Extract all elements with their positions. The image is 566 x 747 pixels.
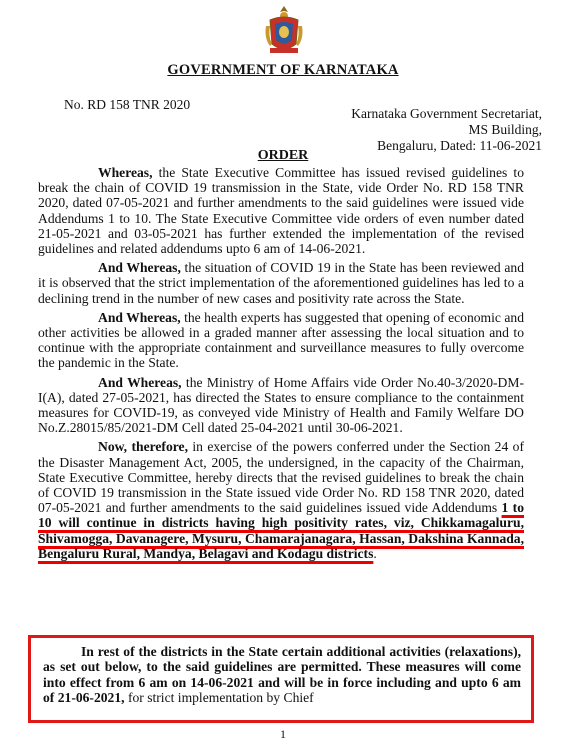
state-emblem-icon bbox=[262, 4, 306, 56]
whereas-paragraph bbox=[38, 375, 524, 436]
whereas-paragraph bbox=[38, 310, 524, 371]
para-lead: Now, therefore, bbox=[98, 439, 188, 455]
para-lead: And Whereas, bbox=[98, 374, 182, 390]
para-text: the health experts has suggested that opening of economic and other activities be allowed in a graded manner after assessing the local situation and to continue with the appropriate containment and surveillance measures to fully overcome the pandemic in the State. bbox=[38, 309, 525, 371]
high-positivity-districts: 1 to 10 will continue in districts having high positivity rates, viz, Chikkamagaluru, Shivamogga, Davanagere, Mysuru, Chamarajanagara, Hassan, Dakshina Kannada, Bengaluru Rural, Mandya, Belagavi and Kodagu districts bbox=[38, 500, 524, 561]
whereas-paragraph bbox=[38, 165, 524, 256]
para-text: in exercise of the powers conferred under the Section 24 of the Disaster Management Act, 2005, the undersigned, in the capacity of the Chairman, State Executive Committee, hereby directs that the revised guidelines to break the chain of COVID 19 transmission in the State issued vide Order No. RD 158 TNR 2020, dated 07-05-2021 and further amendments to the said guidelines issued vide Addendums bbox=[38, 439, 524, 516]
order-number: No. RD 158 TNR 2020 bbox=[64, 97, 191, 112]
para-text: the State Executive Committee has issued revised guidelines to break the chain of COVID 19 transmission in the State, vide Order No. RD 158 TNR 2020, dated 07-05-2021 and further amendments to the said guidelines were issued vide Addendums 1 to 10. The State Executive Committee vide orders of even number dated 21-05-2021 and 03-05-2021 has further extended the implementation of the revised guidelines and related addendums upto 6 am of 14-06-2021. bbox=[38, 165, 524, 257]
page-number: 1 bbox=[280, 727, 286, 741]
relaxations-bold-text: In rest of the districts in the State certain additional activities (relaxations), as set out below, to the said guidelines are permitted. These measures will come into effect from 6 am on 14-06-2021 and will be in force including and upto 6 am of 21-06-2021, bbox=[43, 644, 521, 706]
address-block bbox=[351, 106, 542, 154]
relaxations-paragraph bbox=[43, 644, 521, 706]
para-text: the Ministry of Home Affairs vide Order No.40-3/2020-DM-I(A), dated 27-05-2021, has directed the States to ensure compliance to the containment measures for COVID-19, as conveyed vide Ministry of Health and Family Welfare DO No.Z.28015/85/2021-DM Cell dated 25-04-2021 until 30-06-2021. bbox=[38, 374, 524, 436]
government-title: GOVERNMENT OF KARNATAKA bbox=[167, 62, 399, 78]
relaxations-highlight-box bbox=[28, 635, 534, 723]
para-lead: Whereas, bbox=[98, 165, 153, 180]
whereas-paragraph bbox=[38, 260, 524, 306]
para-lead: And Whereas, bbox=[98, 260, 181, 276]
address-line: Karnataka Government Secretariat, bbox=[351, 106, 542, 121]
order-heading: ORDER bbox=[257, 148, 309, 163]
address-date-line: Bengaluru, Dated: 11-06-2021 bbox=[377, 138, 542, 153]
para-lead: And Whereas, bbox=[98, 309, 181, 325]
relaxations-text: for strict implementation by Chief bbox=[124, 690, 314, 706]
now-therefore-paragraph bbox=[38, 439, 524, 561]
para-tail: . bbox=[373, 545, 377, 561]
address-line: MS Building, bbox=[468, 122, 542, 137]
para-text: the situation of COVID 19 in the State has been reviewed and it is observed that the strict implementation of the aforementioned guidelines has led to a declining trend in the number of new cases and positivity rate across the State. bbox=[38, 260, 524, 306]
order-body bbox=[38, 165, 524, 565]
